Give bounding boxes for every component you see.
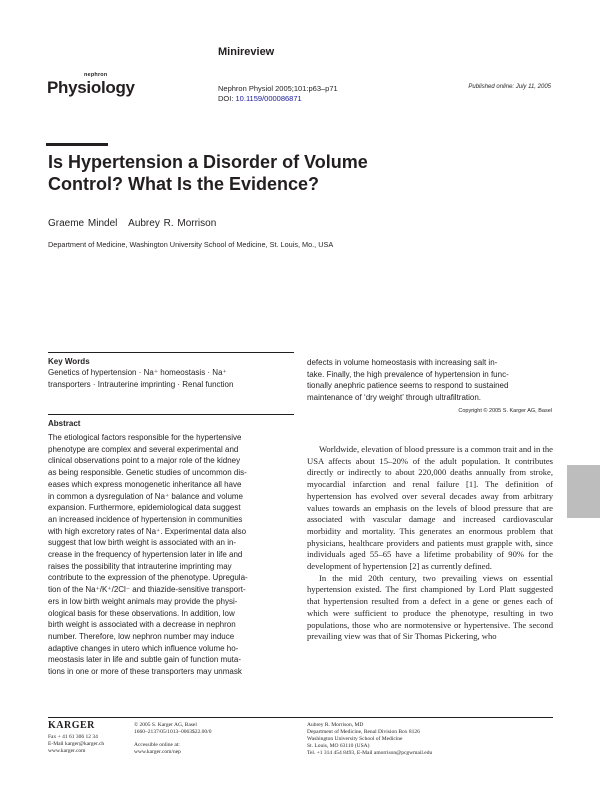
keywords-list [48, 367, 294, 390]
footer-rule [48, 717, 553, 718]
abstract-rule [48, 414, 294, 415]
abstract-line: ers in low birth weight animals may provide the physi- [48, 596, 238, 606]
abstract-line: clinical observations point to a major role of the kidney [48, 456, 241, 466]
abstract-line: an increased incidence of hypertension in communities [48, 514, 243, 524]
abstract-text [48, 432, 294, 678]
abstract-line: meostasis later in life and subtle gain of function muta- [48, 655, 241, 665]
published-date: Published online: July 11, 2005 [468, 84, 551, 90]
footer-line: E-Mail karger@karger.ch [48, 741, 105, 748]
abstract-line: eases which express monogenetic inheritance all have [48, 479, 242, 489]
footer-line: © 2005 S. Karger AG, Basel [134, 722, 197, 728]
keywords-rule [48, 352, 294, 353]
abstract-line: adaptive changes in utero which influence volume ho- [48, 643, 239, 653]
abstract-line: birth weight is associated with a decrease in nephron [48, 620, 236, 630]
abstract-line: ological basis for these observations. In addition, low [48, 608, 235, 618]
title-line: Is Hypertension a Disorder of Volume [48, 152, 368, 172]
doi-label: DOI: [218, 94, 234, 103]
abstract-line: maintenance of ‘dry weight’ through ultrafiltration. [307, 393, 482, 403]
keywords-heading: Key Words [48, 357, 90, 366]
publisher-logo: KARGER [48, 720, 95, 731]
abstract-line: raises the possibility that intrauterine imprinting may [48, 561, 232, 571]
footer-line: St. Louis, MO 63110 (USA) [307, 743, 370, 750]
footer-line: Accessible online at: [134, 741, 180, 748]
journal-logo-small: nephron [84, 72, 108, 78]
doi-link[interactable]: 10.1159/000086871 [235, 94, 302, 103]
keywords-line: transporters · Intrauterine imprinting · Renal function [48, 379, 234, 389]
abstract-line: phenotype are complex and several experimental and [48, 444, 239, 454]
authors: Graeme Mindel Aubrey R. Morrison [48, 218, 217, 229]
body-paragraph: Worldwide, elevation of blood pressure is a common trait and in the USA affects about 15–20% of the adult population. It contributes directly or indirectly to about 220,000 deaths annually from stroke, myocardial infarction and renal failure [1]. The definition of hypertension has evolved over several decades away from arbitrary values towards an emphasis on the levels of blood pressure that are associated with vascular damage and increased cardiovascular morbidity and mortality. This generates an enormous problem that physicians, healthcare providers and patients must grapple with, since individuals aged 55–65 have a lifetime probability of 90% for the development of hypertension [2] as currently defined. [307, 444, 553, 572]
abstract-line: suggest that low birth weight is associated with an in- [48, 538, 237, 548]
title-line: Control? What Is the Evidence? [48, 174, 320, 194]
header-rule [46, 143, 108, 146]
abstract-heading: Abstract [48, 419, 81, 428]
abstract-line: expansion. Furthermore, epidemiological data suggest [48, 503, 241, 513]
publication-info [134, 722, 211, 756]
footer-line: Aubrey R. Morrison, MD [307, 722, 364, 728]
copyright-notice: Copyright © 2005 S. Karger AG, Basel [458, 408, 552, 414]
abstract-line: with high excretory rates of Na⁺. Experimental data also [48, 526, 247, 536]
footer-line: Fax + 41 61 306 12 34 [48, 734, 98, 740]
section-tab [567, 465, 600, 518]
footer-line: Washington University School of Medicine [307, 736, 403, 743]
doi-row [218, 94, 302, 103]
abstract-line: tions in one or more of these transporters may unmask [48, 667, 242, 677]
abstract-line: take. Finally, the high prevalence of hypertension in func- [307, 369, 509, 379]
body-paragraph: In the mid 20th century, two prevailing views on essential hypertension existed. The first championed by Lord Platt suggested that hypertension resulted from a defect in a gene or genes each of which were sufficient to produce the phenotype, resulting in two populations, those who are normotensive or hypertensive. The second prevailing view was that of Sir Thomas Pickering, who [307, 572, 553, 642]
article-title [48, 151, 528, 195]
abstract-line: tionally anephric patience seems to respond to sustained [307, 381, 509, 391]
abstract-line: tion of the Na⁺/K⁺/2Cl⁻ and thiazide-sensitive transport- [48, 585, 246, 595]
abstract-line: contribute to the expression of the phenotype. Upregula- [48, 573, 248, 583]
affiliation: Department of Medicine, Washington University School of Medicine, St. Louis, Mo., USA [48, 240, 334, 249]
publisher-contact [48, 734, 104, 755]
abstract-line: defects in volume homeostasis with increasing salt in- [307, 358, 498, 367]
abstract-line: as being responsible. Genetic studies of uncommon dis- [48, 468, 247, 478]
footer-line: www.karger.com [48, 748, 86, 755]
abstract-line: number. Therefore, low nephron number may induce [48, 631, 235, 641]
citation: Nephron Physiol 2005;101:p63–p71 [218, 84, 338, 93]
keywords-line: Genetics of hypertension · Na⁺ homeostasis · Na⁺ [48, 368, 227, 377]
section-label: Minireview [218, 46, 275, 58]
abstract-continued [307, 357, 553, 404]
footer-line: 1660–2137/05/1013–0063$22.00/0 [134, 729, 212, 736]
journal-logo: Physiology [47, 78, 135, 97]
abstract-line: in common a dysregulation of Na⁺ balance and volume [48, 491, 243, 501]
footer-line: Department of Medicine, Renal Division Box 8126 [307, 729, 420, 736]
footer-line: www.karger.com/nep [134, 748, 181, 755]
body-text [307, 444, 553, 643]
abstract-line: The etiological factors responsible for the hypertensive [48, 433, 242, 442]
abstract-line: crease in the frequency of hypertension later in life and [48, 550, 243, 560]
correspondence [307, 722, 432, 757]
footer-line: Tel. +1 314 454 8493, E-Mail amorrison@pcgwmail.edu [307, 750, 433, 757]
